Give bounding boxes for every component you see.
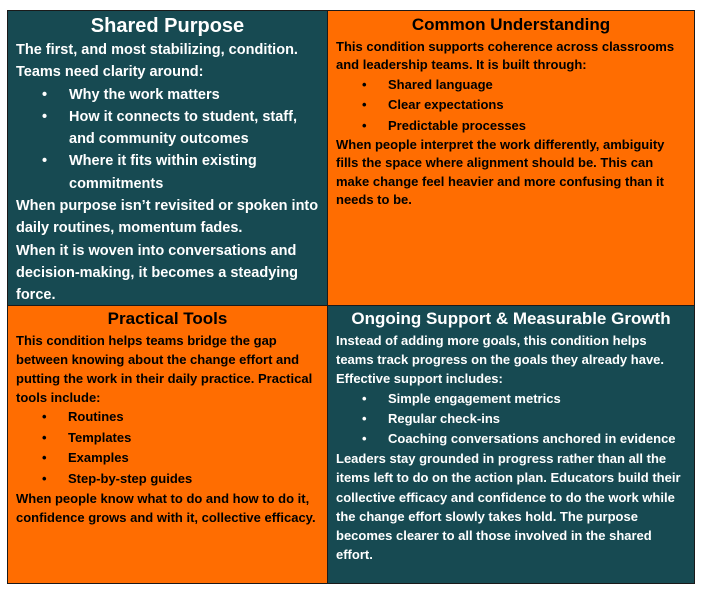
ongoing-support-list — [336, 389, 686, 450]
practical-tools-intro: This condition helps teams bridge the gap between knowing about the change effort and putting the work in their daily practice. Practical tools include: — [16, 333, 313, 405]
list-item: • Regular check-ins — [336, 409, 686, 429]
ongoing-support-intro: Instead of adding more goals, this condition helps teams track progress on the goals they already have. Effective support includes: — [336, 333, 665, 387]
list-item: • Examples — [16, 448, 319, 469]
bullet-dot-icon: • — [42, 429, 47, 445]
common-understanding-list — [336, 75, 686, 137]
practical-tools-title: Practical Tools — [107, 309, 228, 328]
list-item: • Routines — [16, 407, 319, 428]
common-understanding-intro: This condition supports coherence across classrooms and leadership teams. It is built through: — [336, 39, 675, 73]
bullet-dot-icon: • — [362, 97, 367, 113]
bullet-dot-icon: • — [42, 108, 48, 125]
shared-purpose-panel — [8, 11, 328, 306]
common-understanding-para-1: When people interpret the work differently, ambiguity fills the space where alignment should be. This can make change feel heavier and more confusing than it needs to be. — [336, 137, 665, 207]
shared-purpose-intro: The first, and most stabilizing, condition. Teams need clarity around: — [16, 42, 298, 81]
practical-tools-para-1: When people know what to do and how to do it, confidence grows and with it, collective efficacy. — [16, 491, 316, 525]
bullet-dot-icon: • — [362, 410, 367, 426]
bullet-dot-icon: • — [42, 450, 47, 465]
shared-purpose-title: Shared Purpose — [90, 15, 245, 37]
list-item: • Templates — [16, 428, 319, 449]
list-item: • Clear expectations — [336, 95, 686, 116]
list-item: • How it connects to student, staff, and community outcomes — [16, 106, 319, 151]
bullet-dot-icon: • — [42, 470, 47, 486]
bullet-dot-icon: • — [362, 117, 367, 133]
conditions-grid — [7, 10, 695, 584]
ongoing-support-para-1: Leaders stay grounded in progress rather than all the items left to do on the action plan. Educators build their collective efficacy and confidence to do the work while the change effort slowly takes hold. The purpose becomes clearer to all those involved in the shared effort. — [336, 451, 681, 563]
shared-purpose-para-2: When it is woven into conversations and decision-making, it becomes a steadying force. — [16, 242, 299, 304]
shared-purpose-para-1: When purpose isn’t revisited or spoken into daily routines, momentum fades. — [16, 198, 319, 237]
shared-purpose-list — [16, 84, 319, 195]
list-item: • Coaching conversations anchored in evidence — [336, 429, 686, 449]
list-item: • Step-by-step guides — [16, 469, 319, 490]
common-understanding-title: Common Understanding — [411, 15, 611, 34]
practical-tools-list — [16, 407, 319, 489]
common-understanding-panel — [328, 11, 694, 306]
practical-tools-panel — [8, 306, 328, 583]
list-item: • Shared language — [336, 75, 686, 96]
ongoing-support-panel — [328, 306, 694, 583]
list-item: • Simple engagement metrics — [336, 389, 686, 409]
list-item: • Predictable processes — [336, 116, 686, 137]
bullet-dot-icon: • — [42, 86, 48, 103]
bullet-dot-icon: • — [362, 431, 367, 447]
list-item: • Why the work matters — [16, 84, 319, 106]
list-item: • Where it fits within existing commitments — [16, 150, 319, 195]
bullet-dot-icon: • — [42, 153, 48, 170]
bullet-dot-icon: • — [362, 390, 367, 406]
ongoing-support-title: Ongoing Support & Measurable Growth — [351, 309, 671, 328]
bullet-dot-icon: • — [362, 76, 367, 92]
bullet-dot-icon: • — [42, 409, 47, 424]
